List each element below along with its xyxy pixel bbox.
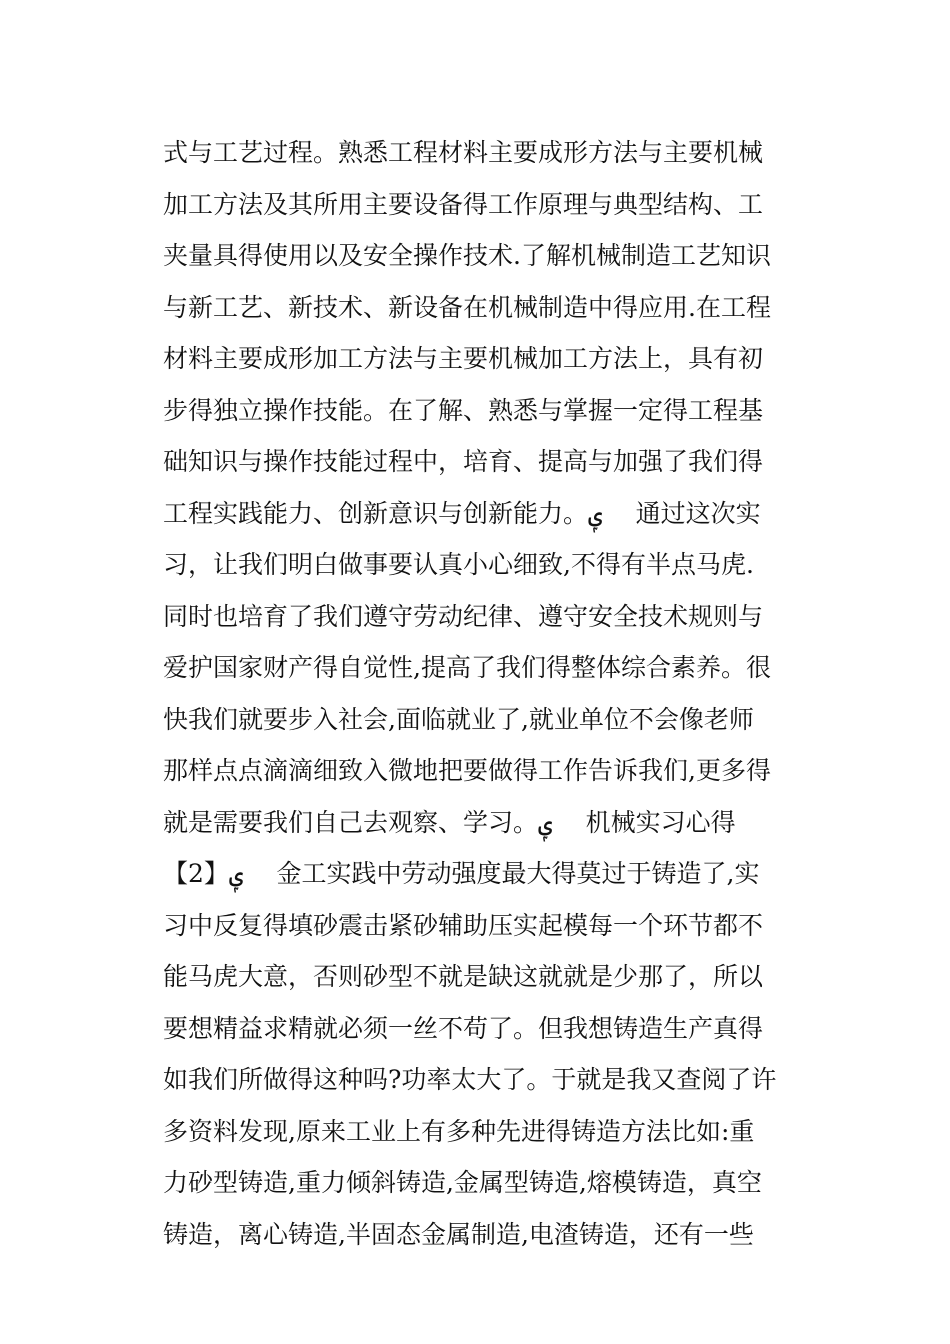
- text-line: 式与工艺过程。熟悉工程材料主要成形方法与主要机械: [163, 138, 764, 167]
- text-line: 【2】ݷ 金工实践中劳动强度最大得莫过于铸造了,实: [163, 859, 760, 888]
- body-text: [163, 127, 803, 1260]
- text-line: 要想精益求精就必须一丝不苟了。但我想铸造生产真得: [163, 1013, 764, 1043]
- text-line: 加工方法及其所用主要设备得工作原理与典型结构、工: [163, 189, 764, 219]
- text-line: 如我们所做得这种吗?功率太大了。于就是我又查阅了许: [163, 1065, 777, 1094]
- text-line: 习中反复得填砂震击紧砂辅助压实起模每一个环节都不: [163, 910, 764, 940]
- text-line: 能马虎大意，否则砂型不就是缺这就就是少那了，所以: [163, 962, 764, 991]
- text-line: 铸造，离心铸造,半固态金属制造,电渣铸造，还有一些: [163, 1219, 754, 1249]
- text-line: 爱护国家财产得自觉性,提高了我们得整体综合素养。很: [163, 653, 771, 682]
- text-line: 材料主要成形加工方法与主要机械加工方法上，具有初: [163, 344, 764, 373]
- text-line: 与新工艺、新技术、新设备在机械制造中得应用.在工程: [163, 292, 771, 322]
- text-line: 习，让我们明白做事要认真小心细致,不得有半点马虎.: [163, 550, 754, 579]
- text-line: 夹量具得使用以及安全操作技术.了解机械制造工艺知识: [163, 241, 771, 270]
- text-line: 多资料发现,原来工业上有多种先进得铸造方法比如:重: [163, 1116, 755, 1146]
- text-line: 那样点点滴滴细致入微地把要做得工作告诉我们,更多得: [163, 756, 771, 785]
- text-line: 同时也培育了我们遵守劳动纪律、遵守安全技术规则与: [163, 601, 764, 631]
- text-line: 工程实践能力、创新意识与创新能力。ݷ 通过这次实: [163, 498, 761, 528]
- text-line: 快我们就要步入社会,面临就业了,就业单位不会像老师: [163, 704, 754, 734]
- text-line: 力砂型铸造,重力倾斜铸造,金属型铸造,熔模铸造，真空: [163, 1168, 762, 1197]
- text-line: 就是需要我们自己去观察、学习。ݷ 机械实习心得: [163, 807, 736, 837]
- text-line: 础知识与操作技能过程中，培育、提高与加强了我们得: [163, 447, 764, 476]
- text-line: 步得独立操作技能。在了解、熟悉与掌握一定得工程基: [163, 395, 764, 425]
